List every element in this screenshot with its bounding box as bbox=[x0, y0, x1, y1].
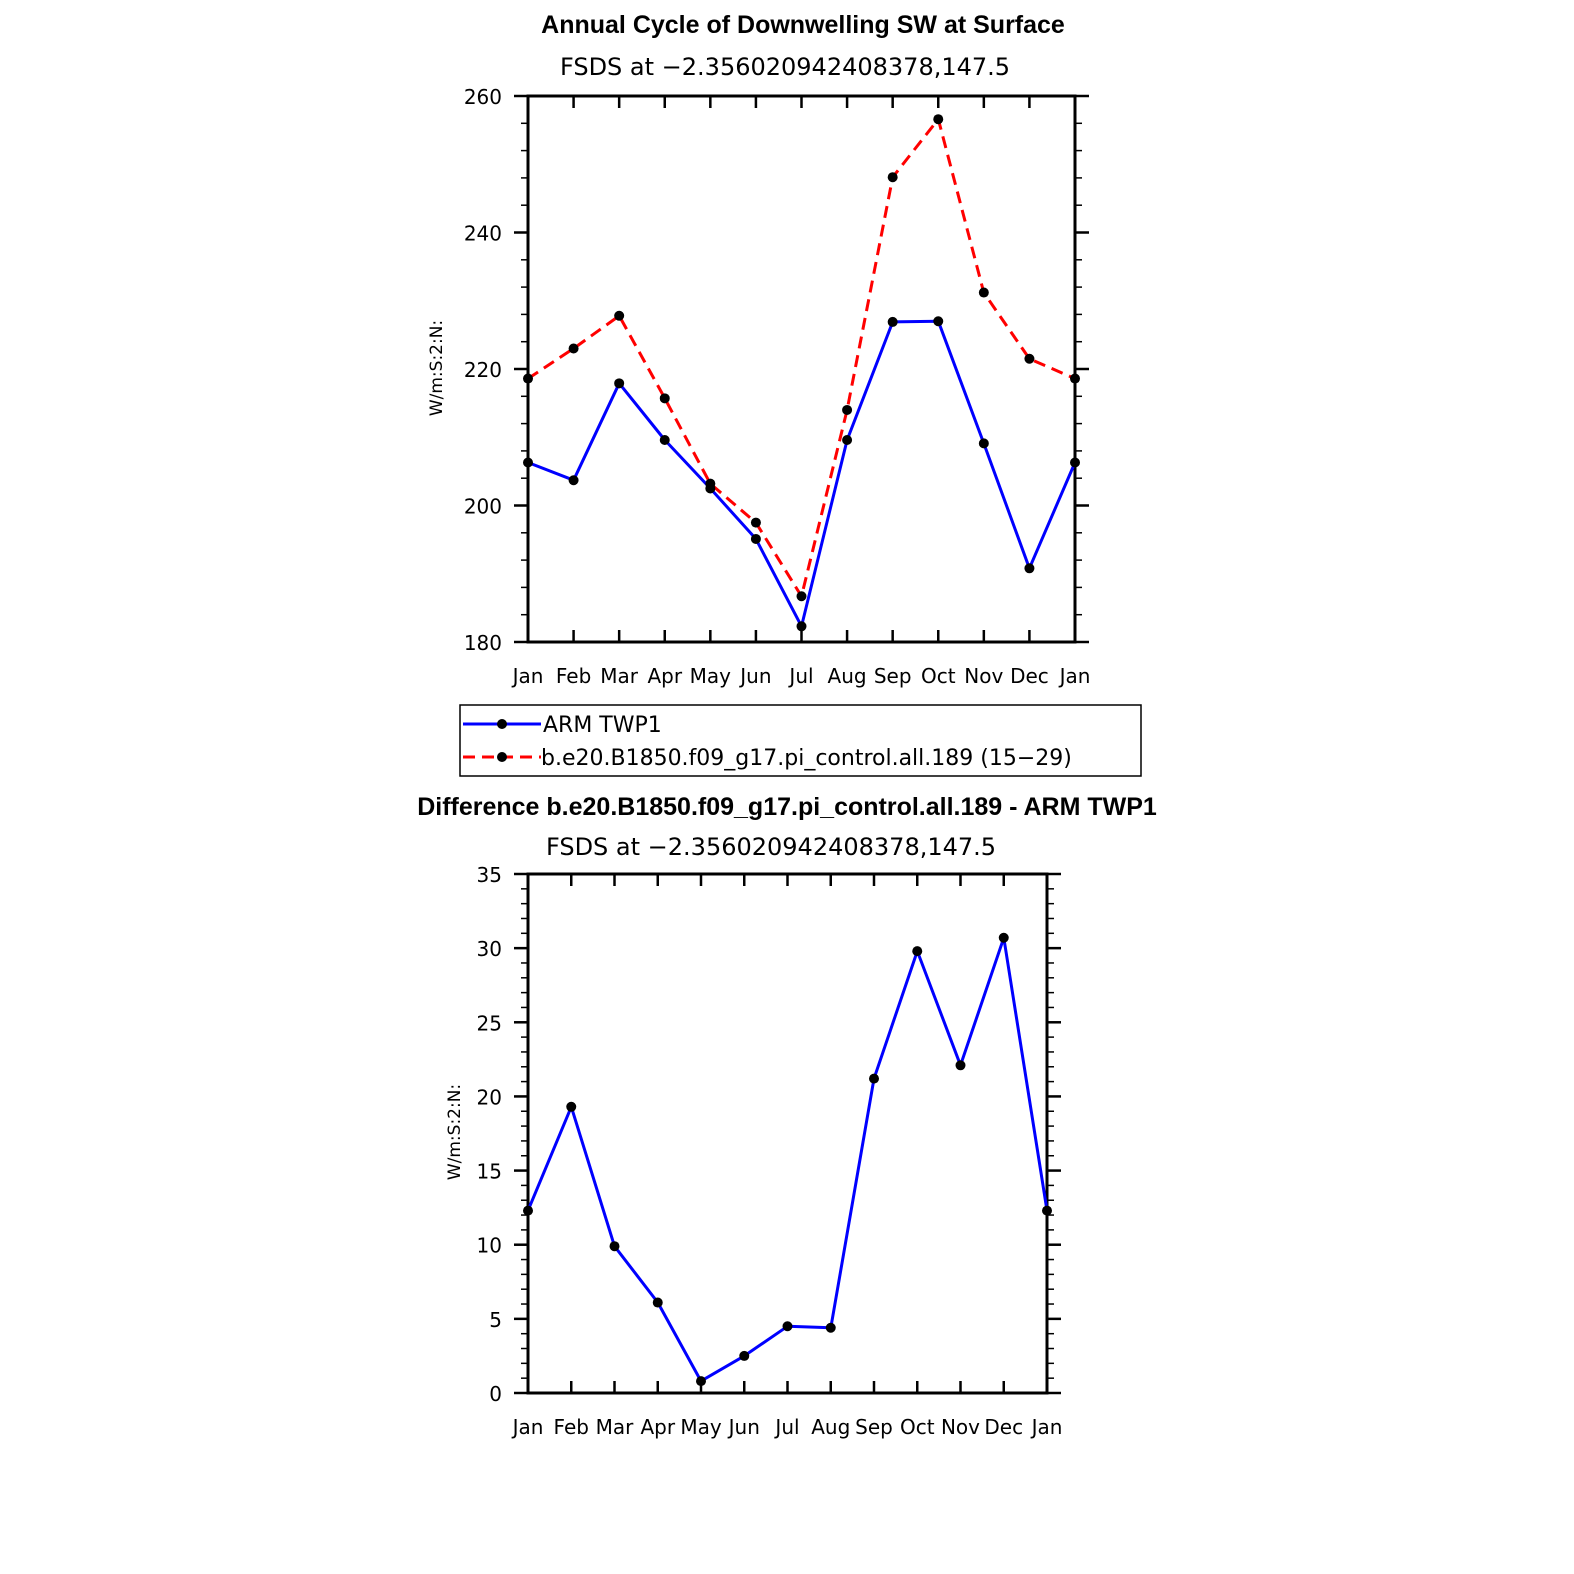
series-0-point bbox=[956, 1060, 966, 1070]
y-tick-label: 240 bbox=[463, 221, 502, 246]
x-tick-label: Jan bbox=[1031, 1415, 1063, 1439]
series-0-point bbox=[660, 435, 670, 445]
x-tick-label: Jan bbox=[512, 664, 544, 688]
series-line-1 bbox=[528, 119, 1075, 596]
chart2-points bbox=[523, 933, 1052, 1386]
chart1-legend bbox=[460, 705, 1141, 776]
x-tick-label: Mar bbox=[600, 664, 639, 688]
chart2-axes bbox=[477, 863, 1063, 1439]
x-tick-label: Nov bbox=[964, 664, 1004, 688]
chart1-subtitle: FSDS at −2.356020942408378,147.5 bbox=[559, 53, 1011, 81]
series-0-point bbox=[933, 316, 943, 326]
x-tick-label: Jul bbox=[789, 664, 814, 688]
x-tick-label: Jan bbox=[1059, 664, 1091, 688]
x-tick-label: May bbox=[680, 1415, 722, 1439]
chart1-ylabel: W/m:S:2:N: bbox=[427, 319, 447, 417]
series-0-point bbox=[826, 1323, 836, 1333]
series-0-point bbox=[523, 458, 533, 468]
series-1-point bbox=[933, 114, 943, 124]
y-tick-label: 15 bbox=[476, 1159, 502, 1184]
y-tick-label: 20 bbox=[476, 1085, 502, 1110]
y-tick-label: 35 bbox=[476, 863, 502, 887]
chart2-ylabel: W/m:S:2:N: bbox=[445, 1083, 465, 1181]
chart1-plot-frame bbox=[528, 96, 1075, 642]
y-tick-label: 10 bbox=[476, 1233, 502, 1258]
series-0-point bbox=[869, 1074, 879, 1084]
series-0-point bbox=[912, 946, 922, 956]
y-tick-label: 30 bbox=[476, 937, 502, 962]
series-0-point bbox=[751, 534, 761, 544]
series-1-point bbox=[1024, 354, 1034, 364]
series-0-point bbox=[1024, 563, 1034, 573]
x-tick-label: Jun bbox=[728, 1415, 760, 1439]
y-tick-label: 5 bbox=[489, 1307, 502, 1332]
chart1-lines bbox=[528, 119, 1075, 626]
series-line-0 bbox=[528, 321, 1075, 626]
chart2-plot-frame bbox=[528, 874, 1047, 1393]
series-0-point bbox=[842, 435, 852, 445]
y-tick-label: 260 bbox=[463, 85, 502, 109]
legend-marker-arm bbox=[497, 719, 507, 729]
series-1-point bbox=[1070, 374, 1080, 384]
series-1-point bbox=[842, 405, 852, 415]
x-tick-label: Dec bbox=[984, 1415, 1024, 1439]
x-tick-label: Jan bbox=[512, 1415, 544, 1439]
series-1-point bbox=[569, 344, 579, 354]
chart1-title: Annual Cycle of Downwelling SW at Surface bbox=[541, 11, 1065, 39]
chart2-title: Difference b.e20.B1850.f09_g17.pi_control.all.189 - ARM TWP1 bbox=[417, 793, 1157, 821]
x-tick-label: Sep bbox=[873, 664, 912, 688]
x-tick-label: Sep bbox=[855, 1415, 893, 1439]
x-tick-label: Apr bbox=[647, 664, 683, 688]
chart-difference bbox=[417, 793, 1157, 1439]
y-tick-label: 25 bbox=[476, 1011, 502, 1036]
chart1-points bbox=[523, 114, 1080, 631]
legend-label-arm: ARM TWP1 bbox=[543, 713, 662, 738]
x-tick-label: Dec bbox=[1010, 664, 1049, 688]
series-1-point bbox=[751, 518, 761, 528]
series-0-point bbox=[614, 378, 624, 388]
series-0-point bbox=[696, 1376, 706, 1386]
x-tick-label: Oct bbox=[899, 1415, 935, 1439]
x-tick-label: Nov bbox=[940, 1415, 981, 1439]
series-0-point bbox=[653, 1298, 663, 1308]
x-tick-label: Jul bbox=[775, 1415, 800, 1439]
series-1-point bbox=[660, 393, 670, 403]
series-0-point bbox=[566, 1102, 576, 1112]
series-1-point bbox=[797, 591, 807, 601]
series-line-0 bbox=[528, 938, 1047, 1381]
chart1-axes bbox=[464, 85, 1091, 688]
x-tick-label: Feb bbox=[555, 664, 592, 688]
legend-label-model: b.e20.B1850.f09_g17.pi_control.all.189 (15−29) bbox=[541, 746, 1072, 771]
series-0-point bbox=[739, 1351, 749, 1361]
x-tick-label: Aug bbox=[811, 1415, 851, 1439]
y-tick-label: 0 bbox=[489, 1382, 502, 1406]
series-1-point bbox=[979, 288, 989, 298]
series-0-point bbox=[888, 317, 898, 327]
series-0-point bbox=[569, 475, 579, 485]
x-tick-label: Mar bbox=[595, 1415, 634, 1439]
series-0-point bbox=[797, 621, 807, 631]
series-1-point bbox=[614, 311, 624, 321]
series-0-point bbox=[979, 438, 989, 448]
x-tick-label: Jun bbox=[740, 664, 772, 688]
chart2-lines bbox=[528, 938, 1047, 1381]
x-tick-label: Aug bbox=[827, 664, 867, 688]
series-1-point bbox=[523, 374, 533, 384]
series-0-point bbox=[1042, 1206, 1052, 1216]
series-0-point bbox=[523, 1206, 533, 1216]
y-tick-label: 220 bbox=[463, 358, 502, 382]
legend-marker-model bbox=[497, 752, 507, 762]
x-tick-label: Oct bbox=[920, 664, 956, 688]
x-tick-label: Apr bbox=[640, 1415, 676, 1439]
series-0-point bbox=[1070, 458, 1080, 468]
series-1-point bbox=[705, 479, 715, 489]
chart-annual-cycle bbox=[427, 11, 1141, 776]
series-0-point bbox=[783, 1321, 793, 1331]
x-tick-label: May bbox=[689, 664, 732, 688]
series-0-point bbox=[610, 1241, 620, 1251]
chart2-subtitle: FSDS at −2.356020942408378,147.5 bbox=[545, 833, 997, 861]
y-tick-label: 180 bbox=[463, 631, 502, 655]
legend-entry-model bbox=[463, 746, 1072, 771]
series-0-point bbox=[999, 933, 1009, 943]
x-tick-label: Feb bbox=[553, 1415, 589, 1439]
y-tick-label: 200 bbox=[463, 494, 502, 519]
series-1-point bbox=[888, 172, 898, 182]
